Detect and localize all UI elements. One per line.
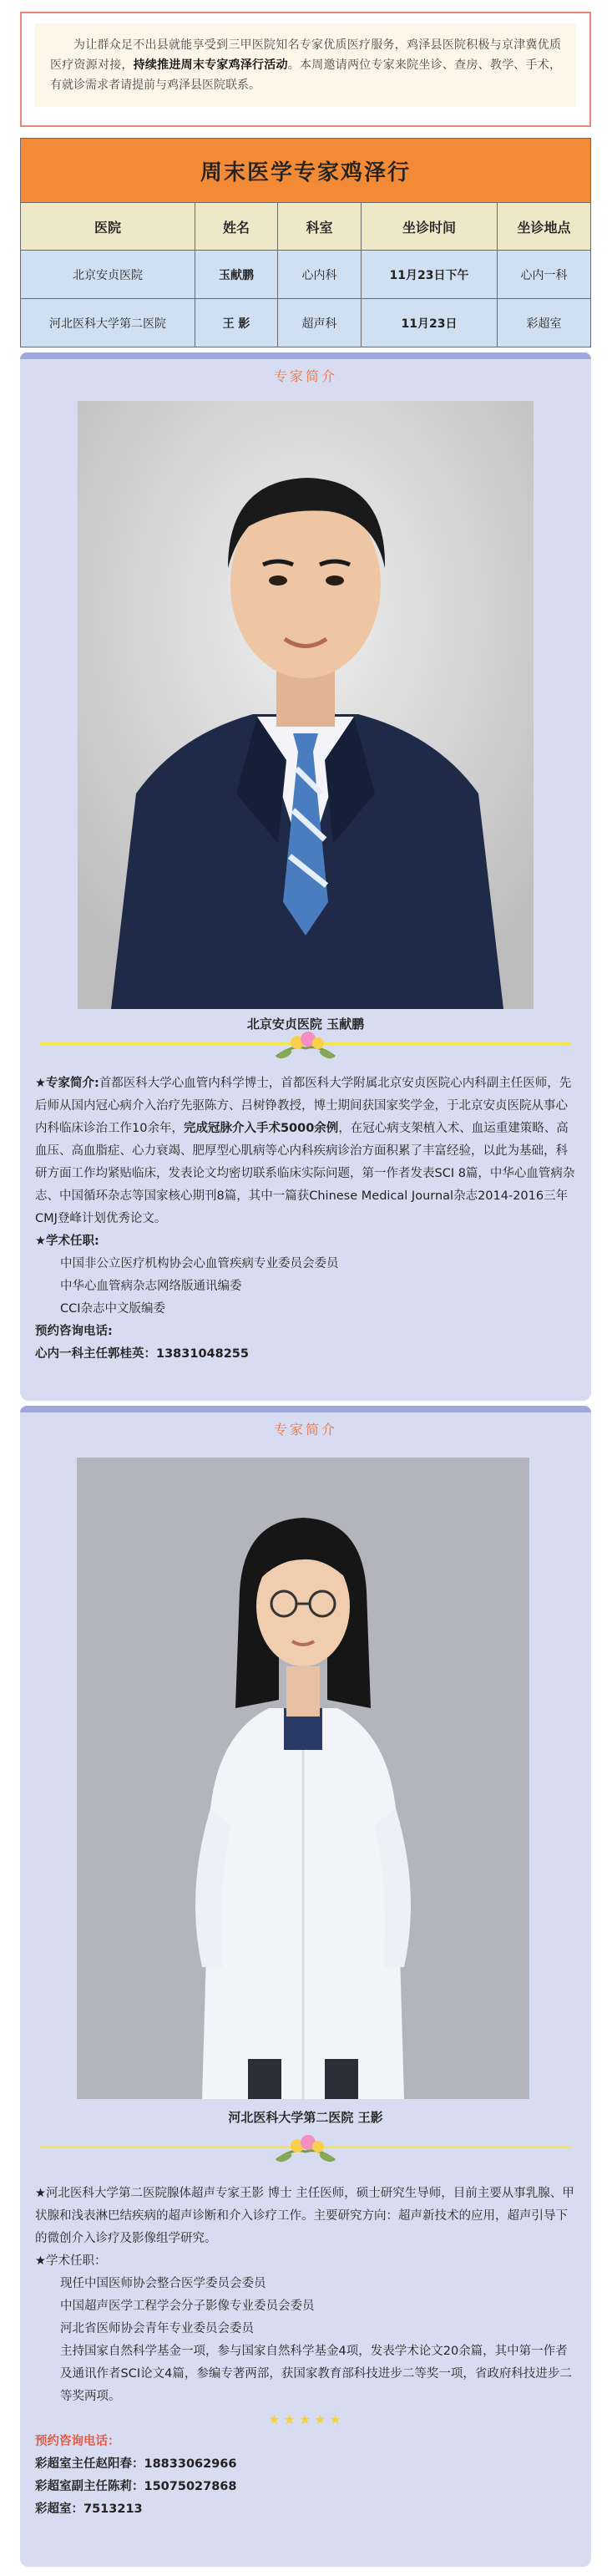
expert-2-caption: 河北医科大学第二医院 王影 — [228, 2110, 383, 2125]
post-item: 中华心血管病杂志网络版通讯编委 — [60, 1280, 242, 1293]
cell-dept: 心内科 — [278, 251, 362, 299]
intro-notice — [20, 12, 591, 127]
expert-card-1 — [20, 352, 591, 1401]
card-top-border — [20, 352, 591, 359]
post-item: 中国非公立医疗机构协会心血管疾病专业委员会委员 — [60, 1257, 339, 1270]
cell-location: 心内一科 — [498, 251, 591, 299]
cell-time: 11月23日下午 — [362, 251, 498, 299]
expert-1-caption: 北京安贞医院 玉献鹏 — [246, 1017, 365, 1032]
cell-hospital: 北京安贞医院 — [21, 251, 195, 299]
bio-text-1: 首都医科大学心血管内科学博士，首都医科大学附属北京安贞医院心内科副主任医师，先后师从国内冠心病介入治疗先驱陈方、吕树铮教授，博士期间获国家奖学金，于北京安贞医院从事心内科临床诊治工作10余年， — [35, 1077, 572, 1135]
bio-bold: 完成冠脉介入手术5000余例 — [183, 1122, 339, 1135]
cell-name: 王 影 — [195, 299, 278, 347]
intro-text — [35, 23, 576, 107]
cell-time: 11月23日 — [362, 299, 498, 347]
schedule-header-row — [21, 203, 591, 251]
col-dept: 科室 — [278, 203, 362, 251]
posts-label: ★学术任职: — [35, 1235, 99, 1248]
flower-ornament-icon — [20, 1019, 591, 1072]
card-top-border — [20, 1406, 591, 1412]
stars-ornament-icon: ★★★★★ — [268, 2411, 345, 2427]
intro-text-before: 为让群众足不出县就能享受到三甲医院知名专家优质医疗服务，鸡泽县医院积极与京津冀优质医疗资源对接， — [50, 38, 561, 72]
schedule-title: 周末医学专家鸡泽行 — [21, 139, 591, 203]
bio-paragraph — [35, 1072, 578, 1230]
post-item: 主持国家自然科学基金一项，参与国家自然科学基金4项，发表学术论文20余篇，其中第一作者及通讯作者SCI论文4篇，参编专著两部，获国家教育部科技进步二等奖一项，省政府科技进步二等奖两项。 — [60, 2345, 572, 2403]
cell-hospital: 河北医科大学第二医院 — [21, 299, 195, 347]
bio-paragraph: ★河北医科大学第二医院腺体超声专家王影 博士 主任医师，硕士研究生导师，目前主要从事乳腺、甲状腺和浅表淋巴结疾病的超声诊断和介入诊疗工作。主要研究方向：超声新技术的应用，超声引导下的微创介入诊疗及影像组学研究。 — [35, 2187, 574, 2245]
contact-phone: 彩超室主任赵阳春：18833062966 — [35, 2457, 237, 2471]
post-item: 中国超声医学工程学会分子影像专业委员会委员 — [60, 2300, 315, 2313]
post-item: 河北省医师协会青年专业委员会委员 — [60, 2322, 254, 2335]
table-row — [21, 251, 591, 299]
post-item: CCI杂志中文版编委 — [60, 1302, 166, 1316]
cell-dept: 超声科 — [278, 299, 362, 347]
expert-2-photo — [77, 1458, 529, 2099]
flower-ornament-icon — [20, 2122, 591, 2176]
expert-card-2 — [20, 1406, 591, 2567]
contact-label: 预约咨询电话: — [35, 1325, 113, 1338]
posts-label: ★学术任职： — [35, 2254, 107, 2268]
expert-2-bio — [35, 2183, 578, 2521]
col-hospital: 医院 — [21, 203, 195, 251]
contact-phone: 心内一科主任郭桂英：13831048255 — [35, 1347, 249, 1361]
col-location: 坐诊地点 — [498, 203, 591, 251]
schedule-table — [20, 138, 591, 347]
card-title: 专家简介 — [273, 1422, 337, 1438]
table-row — [21, 299, 591, 347]
intro-text-bold: 持续推进周末专家鸡泽行活动 — [133, 58, 288, 72]
contact-phone: 彩超室副主任陈莉：15075027868 — [35, 2480, 237, 2493]
expert-1-bio — [35, 1072, 578, 1366]
bio-label: ★专家简介: — [35, 1077, 99, 1090]
card-title: 专家简介 — [273, 368, 337, 384]
cell-location: 彩超室 — [498, 299, 591, 347]
cell-name: 玉献鹏 — [195, 251, 278, 299]
col-time: 坐诊时间 — [362, 203, 498, 251]
contact-label: 预约咨询电话： — [35, 2435, 120, 2448]
col-name: 姓名 — [195, 203, 278, 251]
bio-text-2: ，在冠心病支架植入术、血运重建策略、高血压、高血脂症、心力衰竭、肥厚型心肌病等心内科疾病诊治方面积累了丰富经验，以此为基础，科研方面工作均紧贴临床，发表论文均密切联系临床实际问题，第一作者发表SCI 8篇，中华心血管病杂志、中国循环杂志等国家核心期刊8篇，其中一篇获Chinese Medical Journal杂志2014-2016三年CMJ登峰计划优秀论文。 — [35, 1122, 575, 1225]
expert-1-photo — [78, 401, 534, 1009]
contact-phone: 彩超室：7513213 — [35, 2502, 143, 2516]
intro-text-after: 。本周邀请两位专家来院坐诊、查房、教学、手术，有就诊需求者请提前与鸡泽县医院联系。 — [50, 58, 562, 92]
post-item: 现任中国医师协会整合医学委员会委员 — [60, 2277, 266, 2290]
